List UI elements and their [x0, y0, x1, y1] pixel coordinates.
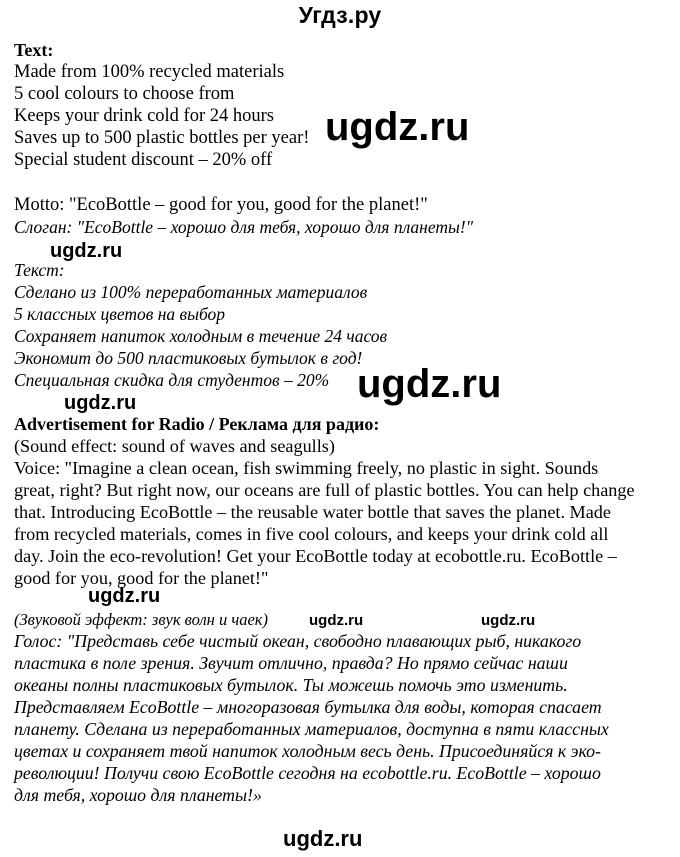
motto: Motto: "EcoBottle – good for you, good for the planet!" [14, 195, 428, 215]
text-heading: Text: [14, 40, 54, 60]
text-item-ru: Сделано из 100% переработанных материалов [14, 282, 368, 302]
watermark: ugdz.ru [481, 612, 536, 629]
text-item-ru: 5 классных цветов на выбор [14, 304, 226, 324]
text-item: Made from 100% recycled materials [14, 62, 285, 82]
voice-line: Voice: "Imagine a clean ocean, fish swimming freely, no plastic in sight. Sounds [14, 458, 599, 478]
voice-line-ru: революции! Получи свою EcoBottle сегодня на ecobottle.ru. EcoBottle – хорошо [14, 763, 601, 783]
text-item: Keeps your drink cold for 24 hours [14, 106, 274, 126]
voice-line-ru: для тебя, хорошо для планеты!» [14, 785, 262, 805]
watermark: ugdz.ru [325, 105, 470, 149]
text-item: Saves up to 500 plastic bottles per year! [14, 128, 310, 148]
watermark-footer: ugdz.ru [283, 826, 363, 851]
voice-line-ru: океаны полны пластиковых бутылок. Ты можешь помочь это изменить. [14, 675, 568, 695]
text-item-ru: Сохраняет напиток холодным в течение 24 часов [14, 326, 388, 346]
text-item: Special student discount – 20% off [14, 150, 273, 170]
text-item: 5 cool colours to choose from [14, 84, 235, 104]
text-heading-ru: Текст: [14, 260, 65, 280]
page-title: Угдз.ру [298, 2, 382, 28]
watermark: ugdz.ru [309, 612, 364, 629]
watermark: ugdz.ru [357, 362, 502, 406]
text-item-ru: Специальная скидка для студентов – 20% [14, 370, 330, 390]
radio-heading: Advertisement for Radio / Реклама для радио: [14, 414, 380, 434]
voice-line-ru: планету. Сделана из переработанных материалов, доступна в пяти классных [14, 719, 609, 739]
text-item-ru: Экономит до 500 пластиковых бутылок в год! [14, 348, 363, 368]
sound-effect-ru: (Звуковой эффект: звук волн и чаек) [14, 610, 268, 629]
sound-effect: (Sound effect: sound of waves and seagulls) [14, 436, 335, 456]
voice-line: that. Introducing EcoBottle – the reusable water bottle that saves the planet. Made [14, 502, 611, 522]
voice-line: great, right? But right now, our oceans are full of plastic bottles. You can help change [14, 480, 635, 500]
voice-line-ru: Голос: "Представь себе чистый океан, свободно плавающих рыб, никакого [14, 631, 582, 651]
voice-line: from recycled materials, comes in five cool colours, and keeps your drink cold all [14, 524, 609, 544]
voice-line: good for you, good for the planet!" [14, 568, 269, 588]
slogan-ru: Слоган: "EcoBottle – хорошо для тебя, хорошо для планеты!" [14, 217, 474, 237]
voice-line: day. Join the eco-revolution! Get your EcoBottle today at ecobottle.ru. EcoBottle – [14, 546, 617, 566]
voice-line-ru: Представляем EcoBottle – многоразовая бутылка для воды, которая спасает [14, 697, 602, 717]
watermark: ugdz.ru [64, 392, 137, 414]
voice-line-ru: пластика в поле зрения. Звучит отлично, правда? Но прямо сейчас наши [14, 653, 568, 673]
watermark: ugdz.ru [50, 240, 123, 262]
watermark: ugdz.ru [88, 585, 161, 607]
voice-line-ru: цветах и сохраняет твой напиток холодным весь день. Присоединяйся к эко- [14, 741, 601, 761]
